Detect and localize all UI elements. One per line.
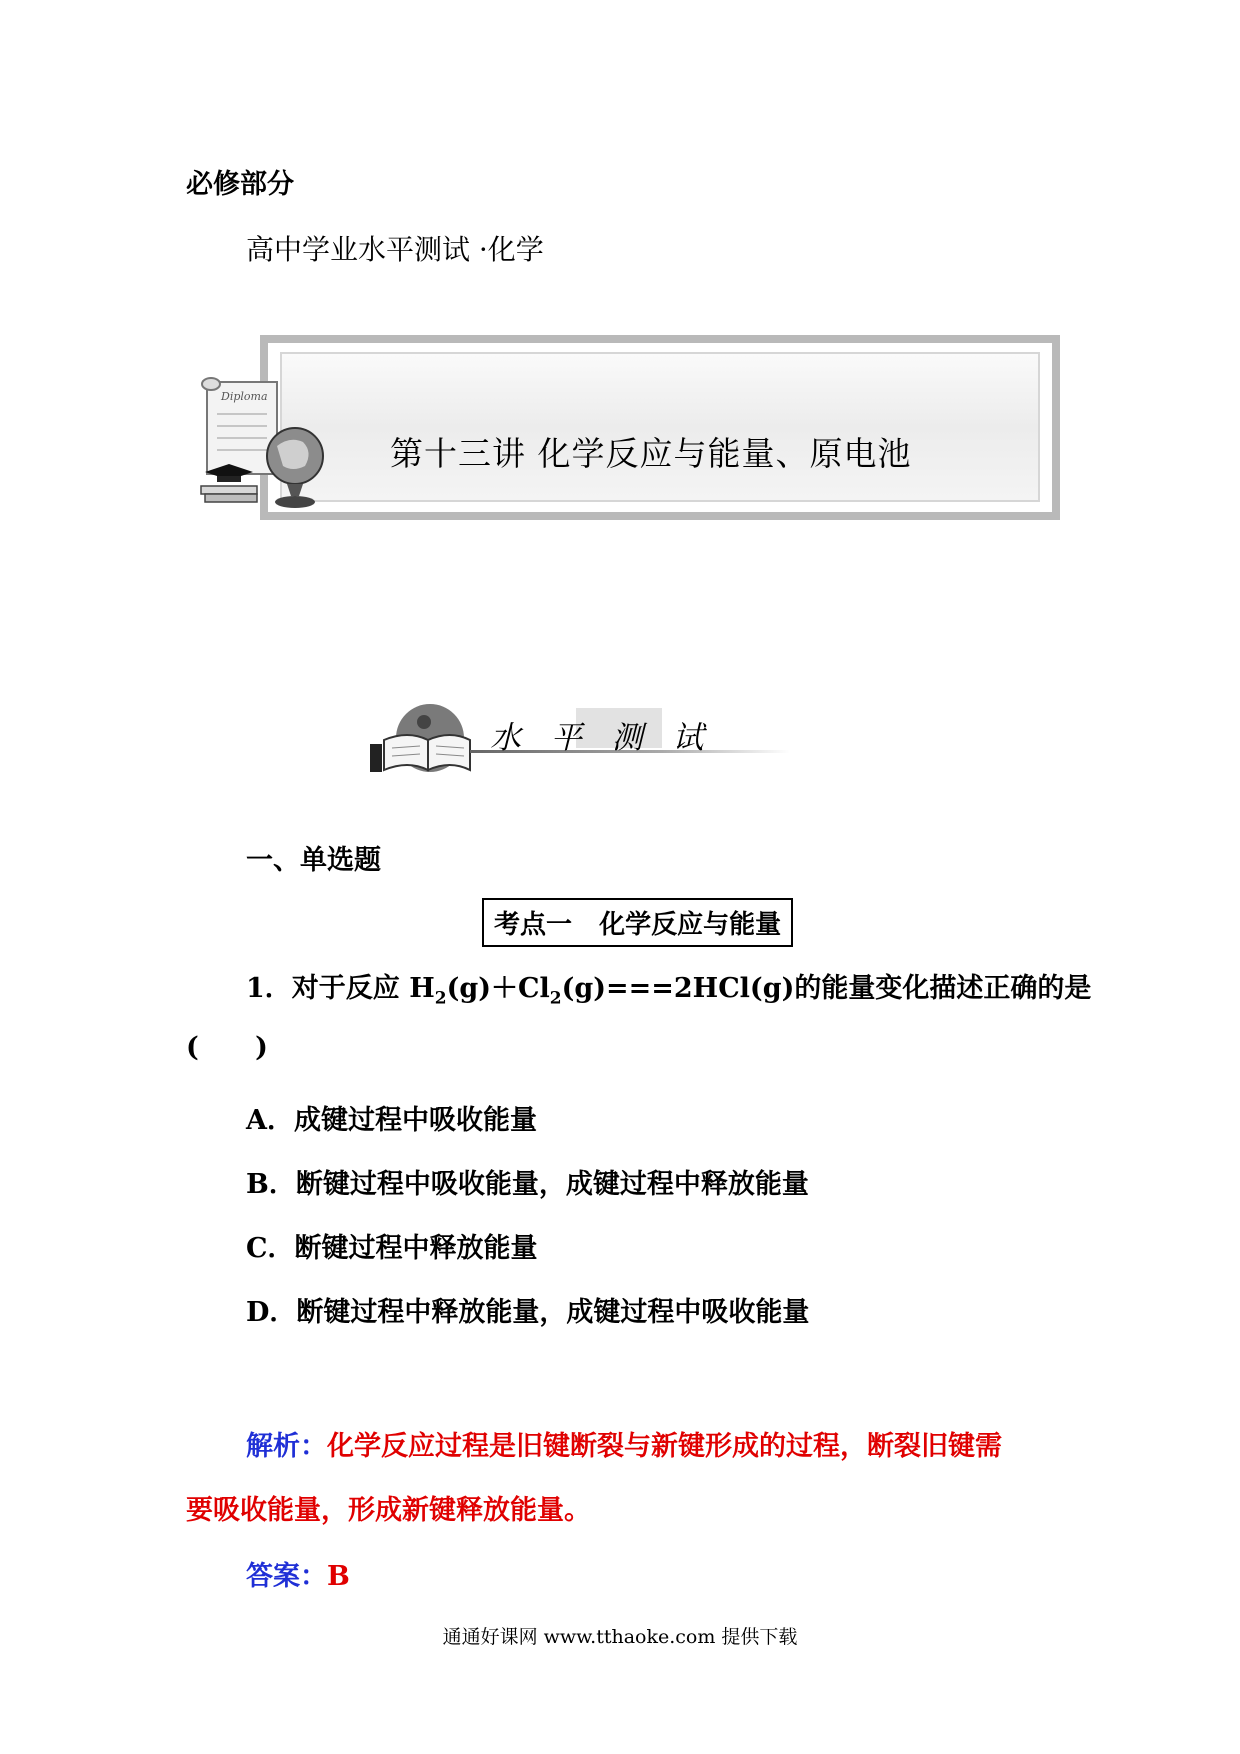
question-text-part: (g)===2HCl(g)的能量变化描述正确的是 bbox=[561, 973, 1092, 1004]
analysis bbox=[246, 1424, 1002, 1463]
answer-value: B bbox=[327, 1561, 350, 1592]
subject-title: 高中学业水平测试 ·化学 bbox=[246, 233, 544, 266]
section-heading: 一、单选题 bbox=[246, 845, 381, 876]
banner-panel bbox=[280, 352, 1040, 502]
analysis-continued: 要吸收能量，形成新键释放能量。 bbox=[186, 1495, 591, 1526]
question-number: 1． bbox=[246, 973, 292, 1004]
question-text-part: 对于反应 H bbox=[291, 973, 435, 1004]
lesson-title: 第十三讲 化学反应与能量、原电池 bbox=[390, 434, 912, 473]
answer-blank: ( ) bbox=[186, 1032, 268, 1063]
diploma-text: Diploma bbox=[221, 390, 268, 403]
option-d: D．断键过程中释放能量，成键过程中吸收能量 bbox=[246, 1297, 810, 1328]
footer-credit: 通通好课网 www.tthaoke.com 提供下载 bbox=[442, 1626, 798, 1648]
question-1 bbox=[246, 966, 1091, 1008]
analysis-text: 化学反应过程是旧键断裂与新键形成的过程，断裂旧键需 bbox=[327, 1431, 1002, 1462]
analysis-label: 解析： bbox=[246, 1431, 327, 1462]
open-book-icon bbox=[370, 700, 480, 780]
answer bbox=[246, 1554, 350, 1593]
level-test-label: 水 平 测 试 bbox=[490, 720, 714, 756]
answer-label: 答案： bbox=[246, 1561, 327, 1592]
subscript: 2 bbox=[549, 988, 562, 1009]
option-b: B．断键过程中吸收能量，成键过程中释放能量 bbox=[246, 1169, 809, 1200]
option-a: A．成键过程中吸收能量 bbox=[246, 1105, 537, 1136]
option-c: C．断键过程中释放能量 bbox=[246, 1233, 538, 1264]
subscript: 2 bbox=[434, 988, 447, 1009]
section-label: 必修部分 bbox=[186, 169, 294, 200]
diploma-globe-icon bbox=[195, 372, 335, 522]
question-text-part: (g)＋Cl bbox=[446, 973, 550, 1004]
topic-box: 考点一 化学反应与能量 bbox=[482, 898, 793, 947]
